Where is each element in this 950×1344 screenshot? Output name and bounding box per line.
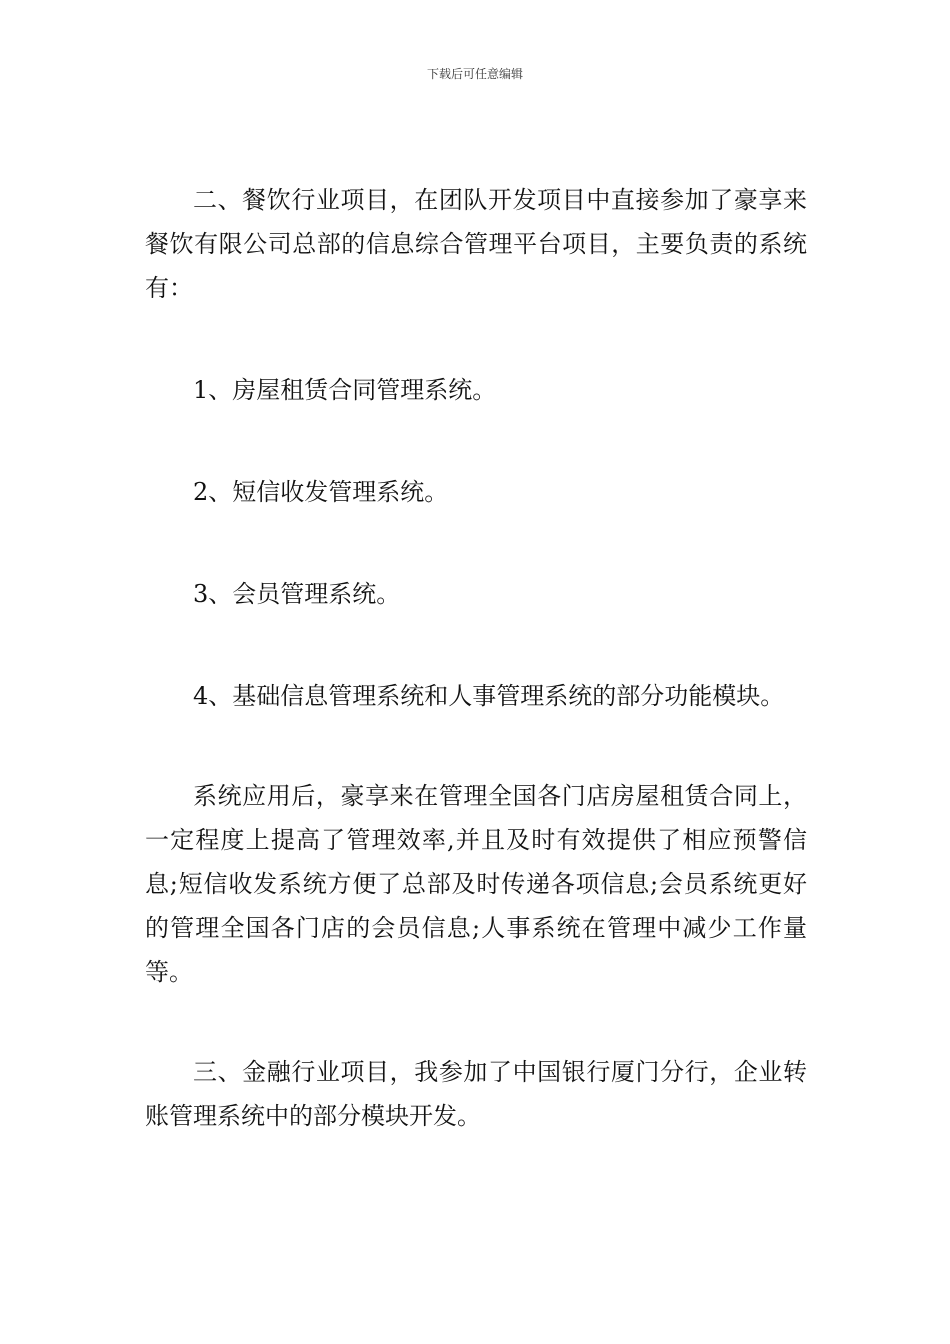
list-item-basic-info-hr-system: 4、基础信息管理系统和人事管理系统的部分功能模块。 <box>193 682 785 710</box>
list-item-sms-system: 2、短信收发管理系统。 <box>193 478 449 506</box>
list-item-lease-contract-system: 1、房屋租赁合同管理系统。 <box>193 376 497 404</box>
document-body <box>145 178 807 1138</box>
paragraph-catering-project: 二、餐饮行业项目，在团队开发项目中直接参加了豪享来餐饮有限公司总部的信息综合管理平台项目，主要负责的系统有： <box>145 186 807 302</box>
paragraph-system-results: 系统应用后，豪享来在管理全国各门店房屋租赁合同上，一定程度上提高了管理效率,并且及时有效提供了相应预警信息;短信收发系统方便了总部及时传递各项信息;会员系统更好的管理全国各门店的会员信息;人事系统在管理中减少工作量等。 <box>145 782 807 986</box>
list-item-member-system: 3、会员管理系统。 <box>193 580 401 608</box>
paragraph-finance-project: 三、金融行业项目，我参加了中国银行厦门分行，企业转账管理系统中的部分模块开发。 <box>145 1058 807 1130</box>
page-header-note: 下载后可任意编辑 <box>426 67 523 81</box>
